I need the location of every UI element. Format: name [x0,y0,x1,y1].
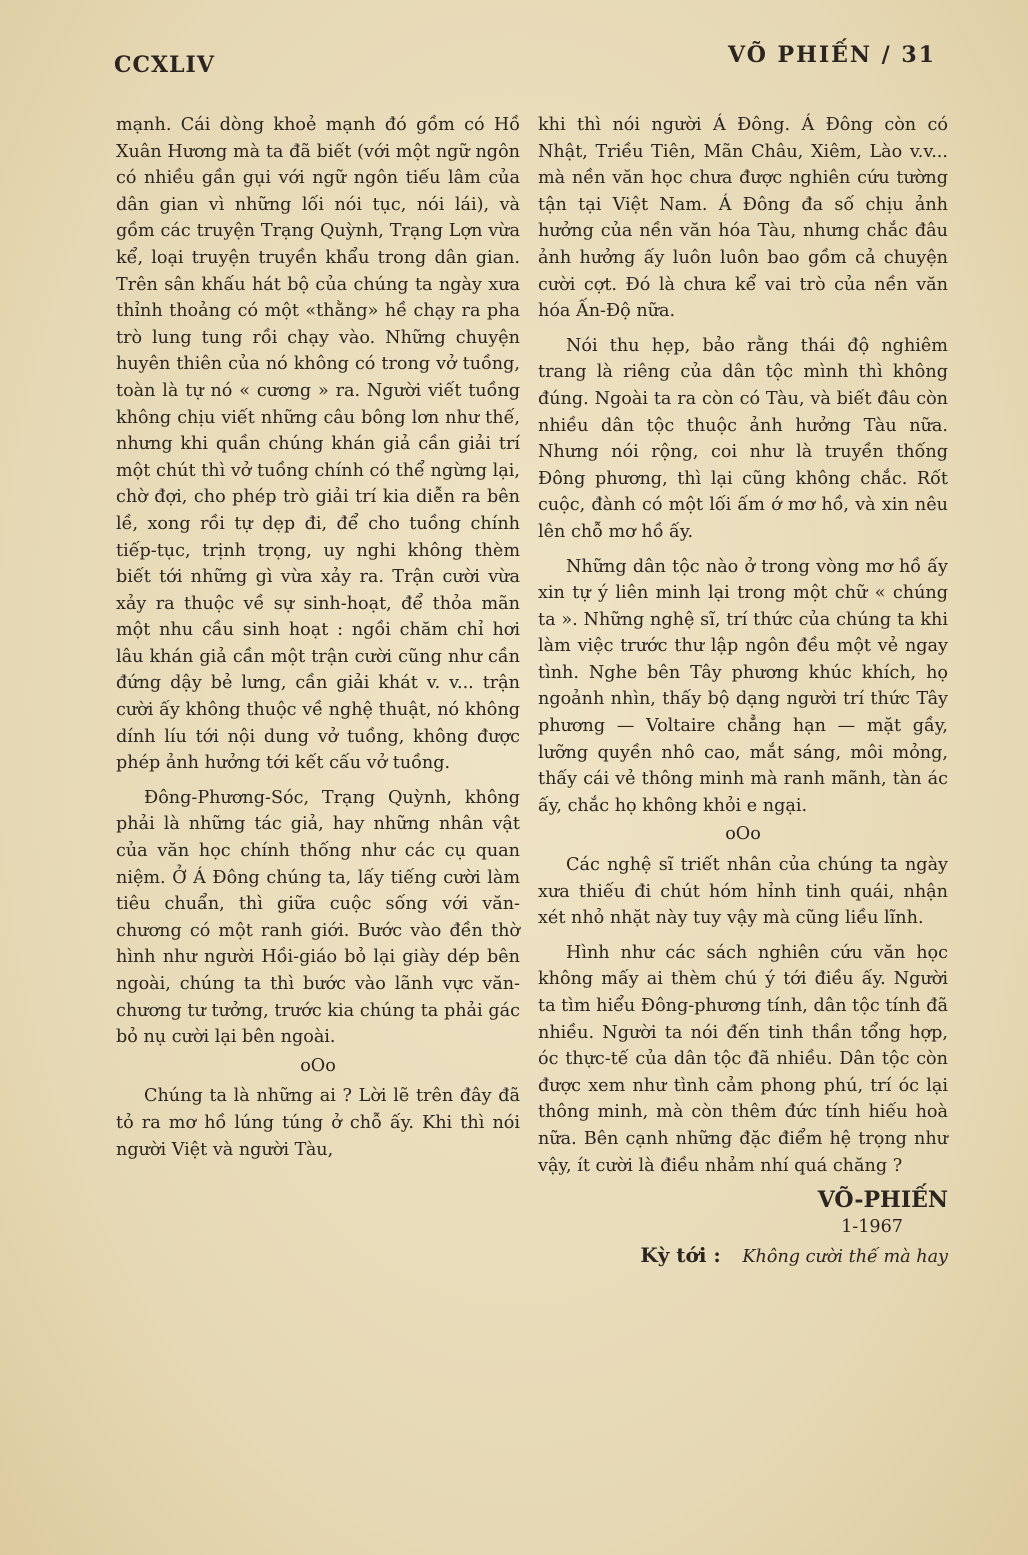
next-installment-title: Không cười thế mà hay [742,1247,948,1268]
right-column [538,112,948,1271]
paragraph: Nói thu hẹp, bảo rằng thái độ nghiêm trang là riêng của dân tộc mình thì không đúng. Ngoài ta ra còn có Tàu, và biết đâu còn nhiều dân tộc thuộc ảnh hưởng Tàu nữa. Nhưng nói rộng, coi như là truyền thống Đông phương, thì lại cũng không chắc. Rốt cuộc, đành có một lối ấm ớ mơ hồ, và xin nêu lên chỗ mơ hồ ấy. [538,335,948,542]
paragraph: Các nghệ sĩ triết nhân của chúng ta ngày xưa thiếu đi chút hóm hỉnh tinh quái, nhận xét nhỏ nhặt này tuy vậy mà cũng liều lĩnh. [538,855,948,929]
signature-date: 1-1967 [841,1216,903,1237]
paragraph: Những dân tộc nào ở trong vòng mơ hồ ấy xin tự ý liên minh lại trong một chữ « chúng ta ». Những nghệ sĩ, trí thức của chúng ta khi làm việc trước thư lập ngôn đều một vẻ ngay tình. Nghe bên Tây phương khúc khích, họ ngoảnh nhìn, thấy bộ dạng người trí thức Tây phương — Voltaire chẳng hạn — mặt gầy, lưỡng quyền nhô cao, mắt sáng, môi mỏng, thấy cái vẻ thông minh mà ranh mãnh, tàn ác ấy, chắc họ không khỏi e ngại. [538,556,948,816]
paragraph: Chúng ta là những ai ? Lời lẽ trên đây đã tỏ ra mơ hồ lúng túng ở chỗ ấy. Khi thì nói người Việt và người Tàu, [116,1086,520,1160]
next-installment [538,1242,948,1271]
page-section-number: CCXLIV [114,52,215,78]
left-column [116,112,520,1163]
author-signature: VÕ-PHIẾN [817,1187,948,1214]
paragraph: Hình như các sách nghiên cứu văn học không mấy ai thèm chú ý tới điều ấy. Người ta tìm hiểu Đông-phương tính, dân tộc tính đã nhiều. Người ta nói đến tinh thần tổng hợp, óc thực-tế của dân tộc đã nhiều. Dân tộc còn được xem như tình cảm phong phú, trí óc lại thông minh, mà còn thêm đức tính hiếu hoà nữa. Bên cạnh những đặc điểm hệ trọng như vậy, ít cười là điều nhảm nhí quá chăng ? [538,942,948,1176]
paragraph: Đông-Phương-Sóc, Trạng Quỳnh, không phải là những tác giả, hay những nhân vật của văn học chính thống như các cụ quan niệm. Ở Á Đông chúng ta, lấy tiếng cười làm tiêu chuẩn, thì giữa cuộc sống với văn-chương có một ranh giới. Bước vào đền thờ hình như người Hồi-giáo bỏ lại giày dép bên ngoài, chúng ta thì bước vào lãnh vực văn-chương tư tưởng, trước kia chúng ta phải gác bỏ nụ cười lại bên ngoài. [116,787,520,1048]
paragraph: mạnh. Cái dòng khoẻ mạnh đó gồm có Hồ Xuân Hương mà ta đã biết (với một ngữ ngôn có nhiều gần gụi với ngữ ngôn tiếu lâm của dân gian vì những lối nói tục, nói lái), và gồm các truyện Trạng Quỳnh, Trạng Lợn vừa kể, loại truyện truyền khẩu trong dân gian. Trên sân khấu hát bộ của chúng ta ngày xưa thỉnh thoảng có một «thằng» hề chạy ra pha trò lung tung rồi chạy vào. Những chuyện huyên thiên của nó không có trong vở tuồng, toàn là tự nó « cương » ra. Người viết tuồng không chịu viết những câu bông lơn như thế, nhưng khi quần chúng khán giả cần giải trí một chút thì vở tuồng chính có thể ngừng lại, chờ đợi, cho phép trò giải trí kia diễn ra bên lề, xong rồi tự dẹp đi, để cho tuồng chính tiếp-tục, trịnh trọng, uy nghi không thèm biết tới những gì vừa xảy ra. Trận cười vừa xảy ra thuộc về sự sinh-hoạt, để thỏa mãn một nhu cầu sinh hoạt : ngồi chăm chỉ hơi lâu khán giả cần một trận cười cũng như cần đứng dậy bẻ lưng, cần giải khát v. v... trận cười ấy không thuộc về nghệ thuật, nó không dính líu tới nội dung vở tuồng, không được phép ảnh hưởng tới kết cấu vở tuồng. [116,115,520,774]
section-separator: oOo [725,824,761,845]
next-installment-label: Kỳ tới : [640,1243,721,1268]
running-header: VÕ PHIẾN / 31 [728,42,936,68]
paragraph: khi thì nói người Á Đông. Á Đông còn có Nhật, Triều Tiên, Mãn Châu, Xiêm, Lào v.v... mà nền văn học chưa được nghiên cứu tường tận tại Việt Nam. Á Đông đa số chịu ảnh hưởng của nền văn hóa Tàu, nhưng chắc đâu ảnh hưởng ấy luôn luôn bao gồm cả chuyện cười cợt. Đó là chưa kể vai trò của nền văn hóa Ấn-Độ nữa. [538,115,948,322]
section-separator: oOo [300,1055,336,1076]
